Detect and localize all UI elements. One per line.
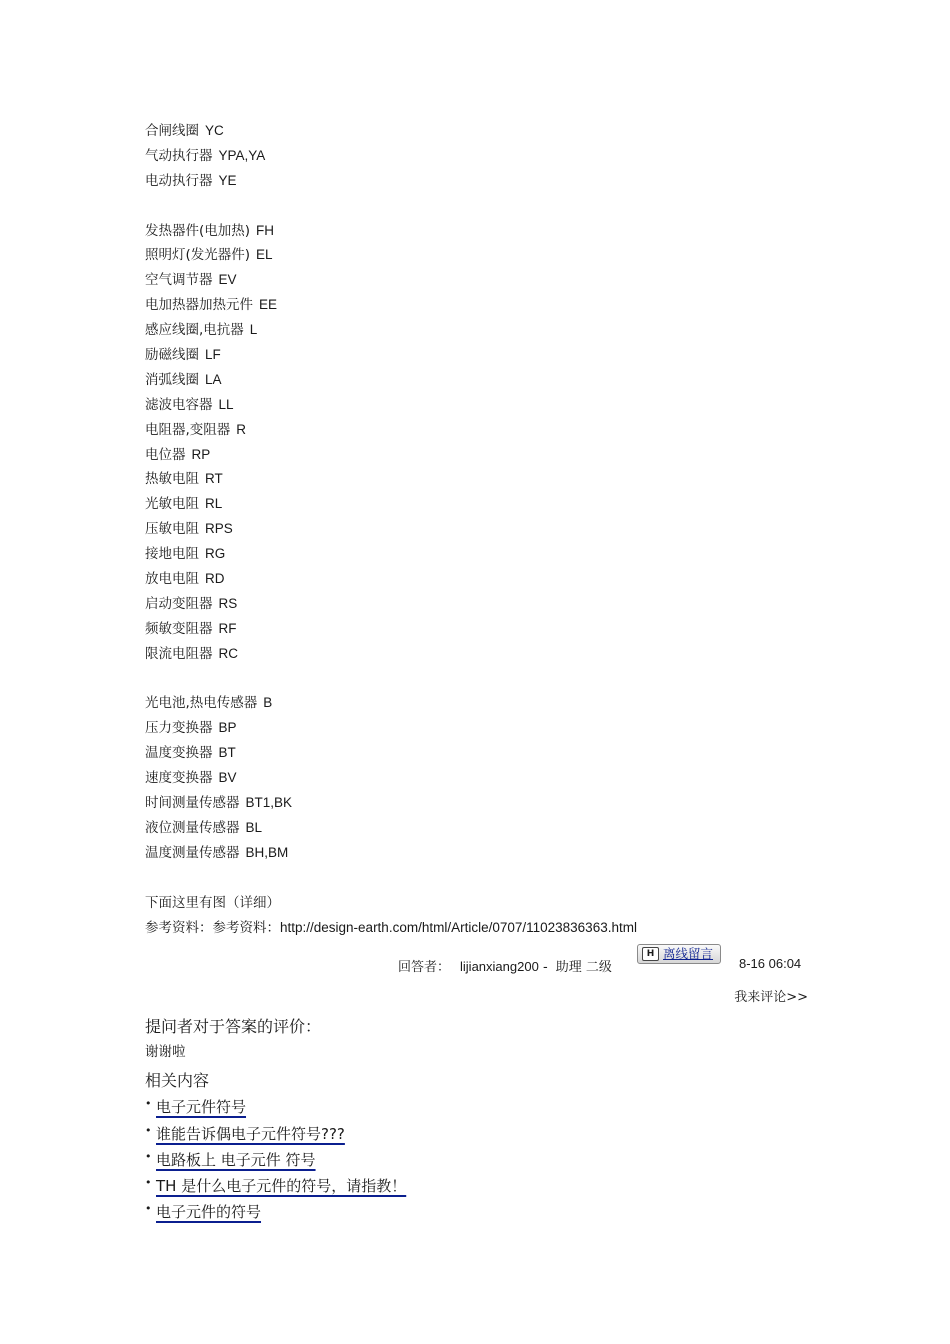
component-row: [145, 219, 810, 244]
component-code: RP: [191, 446, 211, 462]
bullet: •: [145, 1097, 152, 1111]
evaluation-heading: 提问者对于答案的评价：: [145, 1017, 322, 1037]
component-row: [145, 119, 810, 144]
component-code: BH,BM: [245, 844, 289, 860]
component-row: [145, 467, 810, 492]
evaluation-text: 谢谢啦: [145, 1044, 186, 1061]
component-row: [145, 816, 810, 841]
component-name: 温度变换器: [145, 745, 213, 762]
component-name: 时间测量传感器: [145, 795, 240, 812]
related-link-label: 电路板上 电子元件 符号: [156, 1150, 316, 1169]
component-name: 温度测量传感器: [145, 844, 240, 861]
related-link[interactable]: [156, 1098, 246, 1116]
offline-message-button[interactable]: [637, 944, 721, 964]
component-row: [145, 841, 810, 866]
component-code: RF: [218, 620, 237, 636]
component-code: EE: [259, 297, 278, 313]
related-link-label: 电子元件的符号: [156, 1203, 262, 1222]
related-section: [145, 1068, 810, 1225]
component-name: 启动变阻器: [145, 595, 213, 612]
answerer-label: 回答者：: [398, 960, 451, 976]
component-row: [145, 318, 810, 343]
component-name: 限流电阻器: [145, 645, 213, 662]
component-row: [145, 716, 810, 741]
component-code: YC: [205, 123, 224, 138]
component-row: [145, 144, 810, 169]
component-name: 压力变换器: [145, 720, 213, 737]
component-row: [145, 741, 810, 766]
component-row: [145, 368, 810, 393]
component-code: LF: [205, 347, 221, 363]
component-row: [145, 169, 810, 194]
detail-note: 下面这里有图（详细）: [145, 894, 280, 911]
related-item: [145, 1173, 810, 1199]
component-code: RPS: [205, 521, 233, 537]
related-link-label: TH 是什么电子元件的符号，请指教！: [156, 1176, 407, 1195]
component-name: 电位器: [145, 446, 186, 463]
reference-line: [145, 916, 810, 941]
component-row: [145, 243, 810, 268]
component-name: 速度变换器: [145, 770, 213, 787]
component-code: RL: [205, 496, 223, 512]
component-name: 液位测量传感器: [145, 819, 240, 836]
component-row: [145, 592, 810, 617]
component-code: L: [249, 322, 258, 338]
component-row: [145, 393, 810, 418]
bullet: •: [145, 1149, 152, 1163]
component-row: [145, 343, 810, 368]
component-name: 照明灯(发光器件): [145, 247, 251, 264]
component-name: 电动执行器: [145, 172, 213, 189]
component-name: 接地电阻: [145, 546, 199, 563]
component-code: BP: [218, 720, 237, 736]
component-row: [145, 418, 810, 443]
component-row: [145, 766, 810, 791]
component-row: [145, 443, 810, 468]
component-row: [145, 293, 810, 318]
message-icon: H: [642, 947, 659, 961]
component-list-group-2: [145, 219, 810, 667]
component-list-group-1: [145, 119, 810, 194]
reference-label: 参考资料：参考资料：: [145, 919, 280, 936]
component-name: 电阻器,变阻器: [145, 421, 231, 438]
related-item: [145, 1121, 810, 1147]
related-link-label: 谁能告诉偶电子元件符号???: [156, 1124, 345, 1143]
component-code: FH: [256, 222, 275, 238]
component-row: [145, 492, 810, 517]
related-item: [145, 1199, 810, 1225]
component-name: 滤波电容器: [145, 396, 213, 413]
related-link[interactable]: [156, 1151, 316, 1169]
component-name: 发热器件(电加热): [145, 222, 251, 239]
component-code: YE: [218, 172, 237, 188]
component-code: BL: [245, 819, 263, 835]
component-name: 消弧线圈: [145, 371, 199, 388]
component-name: 感应线圈,电抗器: [145, 322, 244, 339]
component-name: 空气调节器: [145, 272, 213, 289]
related-item: [145, 1147, 810, 1173]
offline-message-label: 离线留言: [663, 946, 714, 962]
bullet: •: [145, 1123, 152, 1137]
answerer-username[interactable]: lijianxiang200: [460, 959, 539, 975]
component-name: 励磁线圈: [145, 347, 199, 364]
component-name: 光敏电阻: [145, 496, 199, 513]
component-code: R: [236, 421, 247, 437]
component-name: 合闸线圈: [145, 123, 199, 139]
component-code: EL: [256, 247, 273, 263]
component-code: RG: [205, 546, 226, 562]
answer-content: [145, 119, 810, 1225]
answer-time: 8-16 06:04: [739, 956, 802, 972]
component-code: BV: [218, 770, 237, 786]
answerer-rank: 助理 二级: [555, 960, 612, 976]
component-row: [145, 542, 810, 567]
related-heading: 相关内容: [145, 1071, 210, 1091]
component-code: BT1,BK: [245, 795, 293, 811]
component-row: [145, 268, 810, 293]
component-name: 放电电阻: [145, 571, 199, 588]
reference-url[interactable]: http://design-earth.com/html/Article/0707/11023836363.html: [280, 919, 637, 935]
component-row: [145, 517, 810, 542]
component-code: RT: [205, 471, 223, 487]
component-name: 气动执行器: [145, 147, 213, 164]
component-code: LL: [218, 396, 234, 412]
answerer-info: [145, 944, 810, 984]
related-list: [145, 1094, 810, 1225]
comment-link[interactable]: 我来评论>>: [734, 990, 808, 1006]
component-code: BT: [218, 745, 236, 761]
component-code: RS: [218, 595, 238, 611]
component-row: [145, 691, 810, 716]
component-name: 频敏变阻器: [145, 620, 213, 637]
component-name: 压敏电阻: [145, 521, 199, 538]
related-item: [145, 1094, 810, 1120]
component-row: [145, 617, 810, 642]
related-link[interactable]: [156, 1203, 261, 1221]
bullet: •: [145, 1175, 152, 1189]
bullet: •: [145, 1202, 152, 1216]
component-code: RC: [218, 645, 238, 661]
component-code: RD: [205, 571, 225, 587]
component-code: EV: [218, 272, 237, 288]
component-name: 光电池,热电传感器: [145, 695, 258, 712]
component-row: [145, 791, 810, 816]
component-row: [145, 642, 810, 667]
component-code: LA: [205, 371, 222, 387]
related-link-label: 电子元件符号: [156, 1098, 247, 1117]
component-code: YPA,YA: [218, 147, 266, 163]
component-name: 热敏电阻: [145, 471, 199, 488]
component-name: 电加热器加热元件: [145, 297, 253, 314]
component-code: B: [263, 695, 273, 711]
related-link[interactable]: [156, 1125, 345, 1143]
related-link[interactable]: [156, 1177, 406, 1195]
component-list-group-3: [145, 691, 810, 865]
component-row: [145, 567, 810, 592]
separator: -: [542, 960, 548, 976]
